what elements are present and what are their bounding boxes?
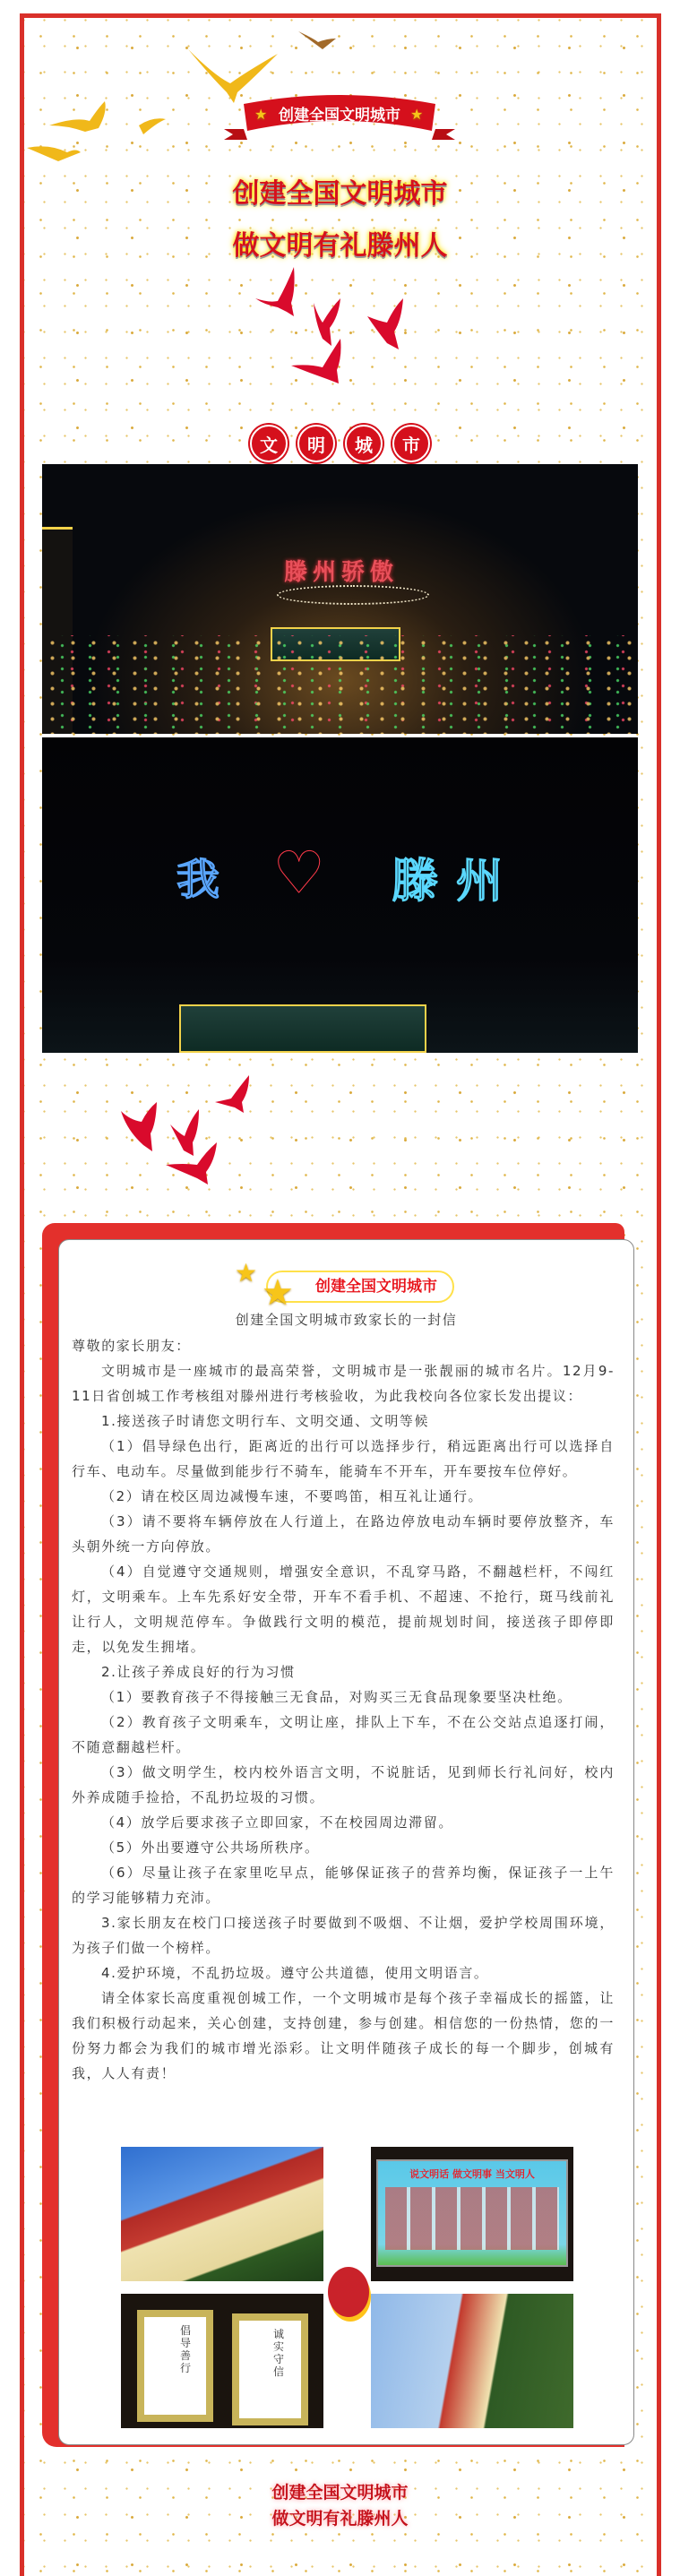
drone-text: 滕州骄傲 — [284, 559, 400, 586]
heart-icon: ♥ — [273, 840, 325, 907]
letter-paragraph: （5）外出要遵守公共场所秩序。 — [101, 1839, 320, 1856]
drone-show-photo-1 — [42, 464, 638, 734]
letter-paragraph: （4）放学后要求孩子立即回家，不在校园周边滞留。 — [101, 1814, 453, 1831]
letter-badge: 创建全国文明城市 — [266, 1271, 454, 1303]
poster-text: 诚实守信 — [273, 2328, 285, 2378]
letter-paragraph: （6）尽量让孩子在家里吃早点，能够保证孩子的营养均衡，保证孩子一上午的学习能够精力充沛。 — [72, 1865, 615, 1906]
footer-line2: 做文明有礼滕州人 — [271, 2509, 409, 2529]
drone-text: 我 — [176, 855, 226, 905]
decorative-red-dot — [328, 2267, 369, 2317]
civilization-board-photo — [371, 2147, 573, 2281]
letter-greeting: 尊敬的家长朋友： — [72, 1338, 191, 1354]
letter-paragraph: （3）做文明学生，校内校外语言文明，不说脏话，见到师长行礼问好，校内外养成随手捡拾，不乱扔垃圾的习惯。 — [72, 1764, 615, 1805]
letter-heading: 1.接送孩子时请您文明行车、文明交通、文明等候 — [101, 1413, 430, 1429]
board-title: 说文明话 做文明事 当文明人 — [409, 2168, 535, 2180]
red-doves-decoration — [116, 1075, 269, 1187]
poster-text: 倡导善行 — [180, 2324, 192, 2374]
circle-char: 明 — [297, 425, 335, 462]
circle-char: 市 — [392, 425, 430, 462]
letter-heading: 2.让孩子养成良好的行为习惯 — [101, 1664, 296, 1680]
letter-paragraph: （2）请在校区周边减慢车速，不要鸣笛，相互礼让通行。 — [101, 1488, 484, 1504]
letter-paragraph: （4）自觉遵守交通规则，增强安全意识，不乱穿马路，不翻越栏杆，不闯红灯，文明乘车。上车先系好安全带，开车不看手机、不超速、不抢行，斑马线前礼让行人，文明规范停车。争做践行文明的模范，提前规划时间，接送孩子即停即走，以免发生拥堵。 — [72, 1564, 615, 1655]
letter-paragraph: （1）倡导绿色出行，距离近的出行可以选择步行，稍远距离出行可以选择自行车、电动车。尽量做到能步行不骑车，能骑车不开车，开车要按车位停好。 — [72, 1438, 615, 1479]
star-icon: ★ — [410, 106, 424, 123]
letter-paragraph: 4.爱护环境，不乱扔垃圾。遵守公共道德，使用文明语言。 — [101, 1965, 489, 1981]
footer-line1: 创建全国文明城市 — [271, 2483, 409, 2503]
letter-paragraph: （1）要教育孩子不得接触三无食品，对购买三无食品现象要坚决杜绝。 — [101, 1689, 572, 1705]
letter-paragraph: （2）教育孩子文明乘车，文明让座，排队上下车，不在公交站点追逐打闹，不随意翻越栏杆。 — [72, 1714, 615, 1755]
circle-char: 文 — [250, 425, 288, 462]
letter-paragraph: 3.家长朋友在校门口接送孩子时要做到不吸烟、不让烟，爱护学校周围环境，为孩子们做一个榜样。 — [72, 1915, 615, 1956]
posters-photo — [121, 2294, 323, 2428]
main-title-line1: 创建全国文明城市 — [232, 178, 448, 210]
main-title-line2: 做文明有礼滕州人 — [232, 230, 448, 262]
star-icon: ★ — [254, 106, 268, 123]
title-ribbon — [224, 93, 455, 140]
drone-text: 滕州 — [392, 855, 521, 909]
schoolyard-photo — [371, 2294, 573, 2428]
letter-paragraph: 文明城市是一座城市的最高荣誉，文明城市是一张靓丽的城市名片。12月9-11日省创城工作考核组对滕州进行考核验收，为此我校向各位家长发出提议： — [72, 1363, 615, 1404]
letter-subtitle: 创建全国文明城市致家长的一封信 — [235, 1312, 458, 1328]
circle-char: 城 — [345, 425, 383, 462]
drone-show-photo-2 — [42, 737, 638, 1053]
letter-body — [72, 1333, 615, 2086]
footer-slogan — [0, 2480, 680, 2532]
letter-paragraph: （3）请不要将车辆停放在人行道上，在路边停放电动车辆时要停放整齐，车头朝外统一方向停放。 — [72, 1513, 615, 1555]
school-building-photo — [121, 2147, 323, 2281]
ribbon-label: 创建全国文明城市 — [279, 107, 400, 125]
star-icon: ★ — [235, 1258, 258, 1288]
civilized-city-circles — [0, 425, 680, 462]
red-doves-decoration — [251, 267, 430, 383]
letter-paragraph: 请全体家长高度重视创城工作，一个文明城市是每个孩子幸福成长的摇篮，让我们积极行动起来，关心创建，支持创建，参与创建。相信您的一份热情，您的一份努力都会为我们的城市增光添彩。让文明伴随孩子成长的每一个脚步，创城有我，人人有责！ — [72, 1990, 615, 2081]
star-icon: ★ — [262, 1272, 294, 1314]
